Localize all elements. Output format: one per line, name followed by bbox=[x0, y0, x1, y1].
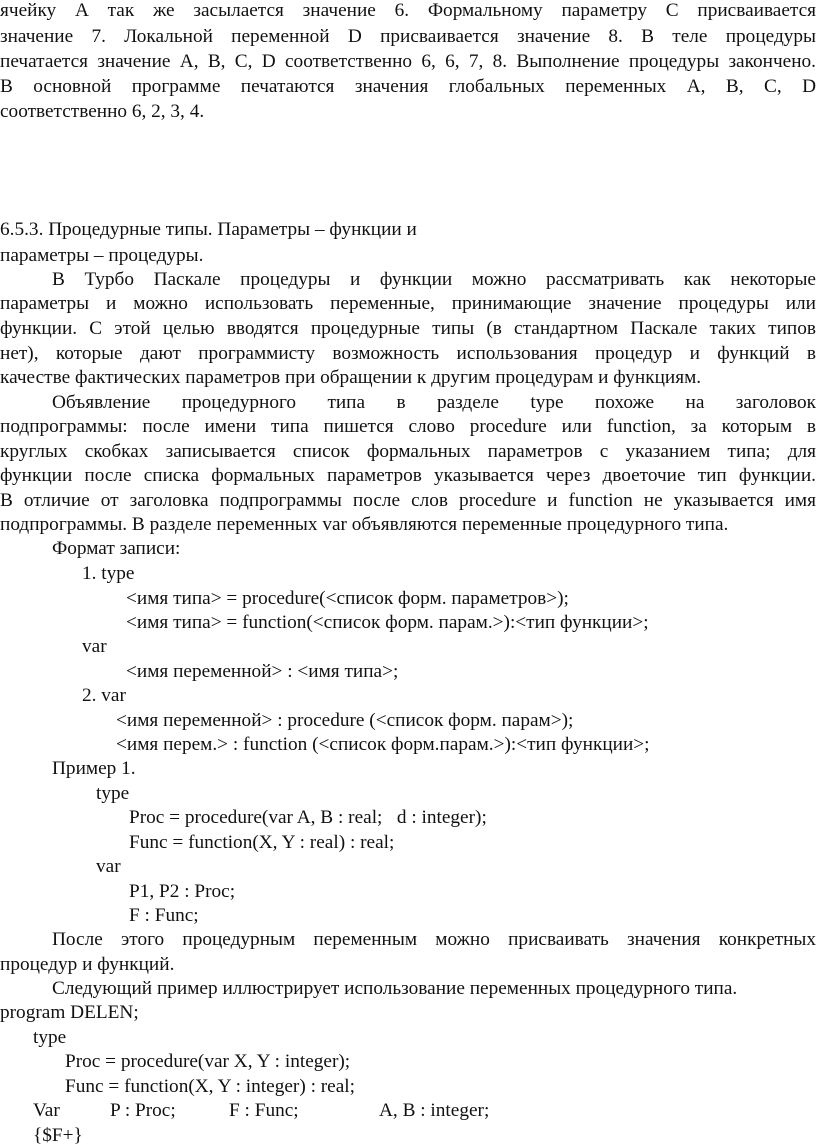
text-line: параметры и можно использовать переменные, принимающие значение процедуры или bbox=[0, 293, 816, 314]
text-line: нет), которые дают программисту возможность использования процедур и функций в bbox=[0, 343, 816, 364]
example-code-line: Proc = procedure(var A, B : real; d : integer); bbox=[129, 807, 487, 828]
text-line: Объявление процедурного типа в разделе type похоже на заголовок bbox=[52, 392, 816, 413]
example-label: Пример 1. bbox=[52, 758, 136, 779]
text-line: соответственно 6, 2, 3, 4. bbox=[0, 101, 205, 122]
example-type-label: type bbox=[96, 783, 130, 804]
program-var-p: P : Proc; bbox=[110, 1100, 176, 1121]
format-var-label: var bbox=[82, 636, 107, 657]
example-var-label: var bbox=[96, 856, 121, 877]
text-line: качестве фактических параметров при обращении к другим процедурам и функциям. bbox=[0, 367, 702, 388]
text-line: процедур и функций. bbox=[0, 954, 175, 975]
text-line: функции после списка формальных параметров указывается через двоеточие тип функции. bbox=[0, 465, 816, 486]
example-code-line: P1, P2 : Proc; bbox=[129, 881, 236, 902]
format-item-1-label: 1. type bbox=[82, 563, 135, 584]
text-line: После этого процедурным переменным можно присваивать значения конкретных bbox=[52, 929, 816, 950]
text-line: печатается значение A, B, C, D соответственно 6, 6, 7, 8. Выполнение процедуры закончено. bbox=[0, 51, 816, 72]
program-directive: {$F+} bbox=[33, 1125, 83, 1146]
text-line: функции. С этой целью вводятся процедурные типы (в стандартном Паскале таких типов bbox=[0, 318, 816, 339]
program-type-label: type bbox=[33, 1027, 67, 1048]
format-item-1-line: <имя типа> = procedure(<список форм. параметров>); bbox=[126, 588, 569, 609]
format-item-2-label: 2. var bbox=[82, 685, 126, 706]
format-item-2-line: <имя перем.> : function (<список форм.парам.>):<тип функции>; bbox=[116, 734, 650, 755]
heading-line: 6.5.3. Процедурные типы. Параметры – функции и bbox=[0, 219, 417, 240]
format-item-1-line: <имя типа> = function(<список форм. парам.>):<тип функции>; bbox=[126, 612, 649, 633]
text-line: В Турбо Паскале процедуры и функции можно рассматривать как некоторые bbox=[52, 269, 816, 290]
example-code-line: Func = function(X, Y : real) : real; bbox=[129, 832, 395, 853]
program-var-keyword: Var bbox=[33, 1100, 60, 1121]
program-code-line: Func = function(X, Y : integer) : real; bbox=[65, 1076, 356, 1097]
heading-line: параметры – процедуры. bbox=[0, 245, 204, 266]
format-label: Формат записи: bbox=[52, 538, 181, 559]
program-var-ab: A, B : integer; bbox=[379, 1100, 490, 1121]
text-line: В основной программе печатаются значения глобальных переменных A, B, C, D bbox=[0, 76, 816, 97]
text-line: В отличие от заголовка подпрограммы после слов procedure и function не указывается имя bbox=[0, 490, 816, 511]
text-line: Следующий пример иллюстрирует использование переменных процедурного типа. bbox=[52, 978, 738, 999]
program-code-line: Proc = procedure(var X, Y : integer); bbox=[65, 1051, 351, 1072]
text-line: ячейку А так же засылается значение 6. Формальному параметру C присваивается bbox=[0, 0, 816, 21]
program-header: program DELEN; bbox=[0, 1002, 139, 1023]
text-line: подпрограммы: после имени типа пишется слово procedure или function, за которым в bbox=[0, 416, 816, 437]
text-line: значение 7. Локальной переменной D присваивается значение 8. В теле процедуры bbox=[0, 26, 816, 47]
program-var-f: F : Func; bbox=[229, 1100, 299, 1121]
format-var-line: <имя переменной> : <имя типа>; bbox=[126, 661, 399, 682]
format-item-2-line: <имя переменной> : procedure (<список форм. парам>); bbox=[116, 710, 574, 731]
example-code-line: F : Func; bbox=[129, 905, 199, 926]
text-line: круглых скобках записывается список формальных параметров с указанием типа; для bbox=[0, 441, 816, 462]
text-line: подпрограммы. В разделе переменных var объявляются переменные процедурного типа. bbox=[0, 514, 729, 535]
